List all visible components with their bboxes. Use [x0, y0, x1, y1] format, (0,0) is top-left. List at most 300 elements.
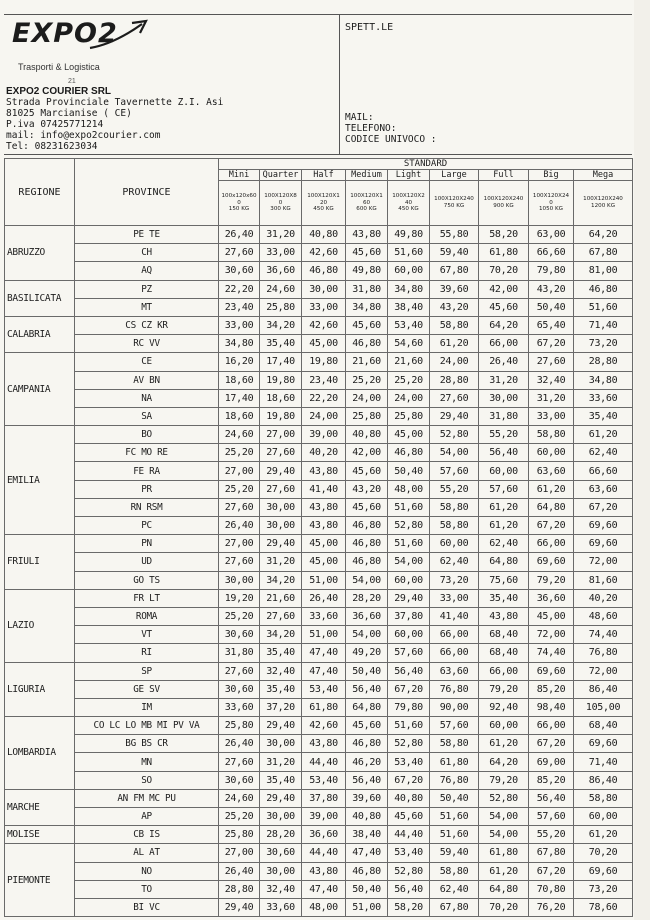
- price-cell: 60,00: [388, 262, 430, 280]
- price-cell: 44,40: [302, 753, 346, 771]
- price-cell: 66,00: [529, 717, 574, 735]
- price-cell: 24,60: [260, 280, 302, 298]
- price-cell: 64,80: [346, 698, 388, 716]
- price-cell: 22,20: [219, 280, 260, 298]
- table-row: [5, 462, 633, 480]
- region-cell: LOMBARDIA: [5, 717, 75, 790]
- price-cell: 30,60: [260, 844, 302, 862]
- price-cell: 28,80: [430, 371, 479, 389]
- top-rule: [4, 14, 632, 15]
- table-row: [5, 662, 633, 680]
- price-cell: 54,60: [388, 335, 430, 353]
- price-cell: 27,60: [219, 662, 260, 680]
- price-cell: 31,20: [260, 226, 302, 244]
- price-cell: 76,80: [574, 644, 633, 662]
- price-cell: 30,00: [302, 280, 346, 298]
- price-cell: 57,60: [430, 462, 479, 480]
- price-cell: 30,60: [219, 626, 260, 644]
- price-cell: 62,40: [574, 444, 633, 462]
- province-cell: ROMA: [75, 607, 219, 625]
- price-cell: 33,00: [430, 589, 479, 607]
- price-cell: 64,80: [479, 553, 529, 571]
- price-cell: 29,40: [260, 789, 302, 807]
- price-cell: 53,40: [388, 316, 430, 334]
- price-cell: 78,60: [574, 898, 633, 916]
- price-cell: 25,20: [219, 444, 260, 462]
- price-cell: 58,80: [430, 316, 479, 334]
- table-row: [5, 244, 633, 262]
- logo-tagline: Trasporti & Logistica: [18, 62, 100, 72]
- price-cell: 55,20: [479, 426, 529, 444]
- price-cell: 51,60: [430, 826, 479, 844]
- price-cell: 61,20: [479, 498, 529, 516]
- price-cell: 27,60: [260, 480, 302, 498]
- province-cell: PC: [75, 517, 219, 535]
- price-cell: 52,80: [388, 517, 430, 535]
- price-cell: 29,40: [260, 535, 302, 553]
- price-cell: 58,80: [529, 426, 574, 444]
- size-header-big: Big: [529, 170, 574, 181]
- price-cell: 86,40: [574, 771, 633, 789]
- price-cell: 48,00: [302, 898, 346, 916]
- price-cell: 66,00: [529, 535, 574, 553]
- price-cell: 56,40: [346, 771, 388, 789]
- price-cell: 31,20: [529, 389, 574, 407]
- price-cell: 60,00: [479, 462, 529, 480]
- price-cell: 25,80: [388, 407, 430, 425]
- table-row: [5, 298, 633, 316]
- price-cell: 61,80: [302, 698, 346, 716]
- price-cell: 33,00: [260, 244, 302, 262]
- price-cell: 51,60: [388, 535, 430, 553]
- table-row: [5, 607, 633, 625]
- price-cell: 61,80: [479, 844, 529, 862]
- price-cell: 69,60: [529, 662, 574, 680]
- price-cell: 43,20: [529, 280, 574, 298]
- logo-arrow-icon: [88, 18, 152, 52]
- price-cell: 54,00: [430, 444, 479, 462]
- province-cell: GE SV: [75, 680, 219, 698]
- province-cell: RC VV: [75, 335, 219, 353]
- price-cell: 85,20: [529, 680, 574, 698]
- price-cell: 31,80: [479, 407, 529, 425]
- price-cell: 27,60: [219, 498, 260, 516]
- price-cell: 21,60: [260, 589, 302, 607]
- province-cell: SA: [75, 407, 219, 425]
- price-cell: 67,80: [574, 244, 633, 262]
- region-cell: LIGURIA: [5, 662, 75, 717]
- size-header-quarter: Quarter: [260, 170, 302, 181]
- price-cell: 64,80: [479, 880, 529, 898]
- price-cell: 70,20: [479, 262, 529, 280]
- price-cell: 70,20: [479, 898, 529, 916]
- province-cell: TO: [75, 880, 219, 898]
- price-cell: 46,80: [346, 535, 388, 553]
- price-cell: 74,40: [529, 644, 574, 662]
- price-cell: 23,40: [219, 298, 260, 316]
- price-cell: 48,00: [388, 480, 430, 498]
- size-spec: 100x120x60 0 150 KG: [219, 181, 260, 226]
- price-cell: 67,20: [388, 680, 430, 698]
- table-row: [5, 517, 633, 535]
- price-cell: 32,40: [260, 662, 302, 680]
- recipient-code-label: CODICE UNIVOCO :: [345, 134, 437, 145]
- price-cell: 53,40: [302, 680, 346, 698]
- price-cell: 45,60: [346, 498, 388, 516]
- table-row: [5, 717, 633, 735]
- price-cell: 26,40: [219, 517, 260, 535]
- price-cell: 43,80: [302, 862, 346, 880]
- table-row: [5, 226, 633, 244]
- price-cell: 30,00: [260, 808, 302, 826]
- price-cell: 66,60: [574, 462, 633, 480]
- province-cell: GO TS: [75, 571, 219, 589]
- province-cell: NA: [75, 389, 219, 407]
- company-city: 81025 Marcianise ( CE): [6, 108, 132, 119]
- price-cell: 26,40: [219, 735, 260, 753]
- logo-mark-number: 21: [68, 78, 76, 85]
- province-cell: PE TE: [75, 226, 219, 244]
- price-cell: 38,40: [346, 826, 388, 844]
- price-cell: 46,80: [346, 862, 388, 880]
- price-cell: 27,60: [219, 553, 260, 571]
- price-cell: 27,60: [430, 389, 479, 407]
- price-cell: 43,80: [302, 462, 346, 480]
- region-cell: MARCHE: [5, 789, 75, 825]
- price-cell: 47,40: [302, 662, 346, 680]
- price-cell: 27,60: [260, 607, 302, 625]
- price-cell: 61,20: [529, 480, 574, 498]
- price-cell: 61,20: [430, 335, 479, 353]
- price-cell: 39,00: [302, 808, 346, 826]
- price-cell: 59,40: [430, 844, 479, 862]
- price-cell: 45,60: [346, 717, 388, 735]
- standard-group-header: STANDARD: [219, 159, 633, 170]
- price-cell: 26,40: [479, 353, 529, 371]
- province-cell: FC MO RE: [75, 444, 219, 462]
- price-cell: 51,60: [388, 717, 430, 735]
- price-cell: 19,20: [219, 589, 260, 607]
- price-cell: 40,80: [346, 426, 388, 444]
- price-cell: 25,80: [219, 826, 260, 844]
- price-cell: 61,80: [479, 244, 529, 262]
- price-cell: 71,40: [574, 753, 633, 771]
- table-row: [5, 444, 633, 462]
- price-cell: 34,80: [388, 280, 430, 298]
- price-cell: 85,20: [529, 771, 574, 789]
- price-cell: 67,20: [388, 771, 430, 789]
- table-row: [5, 735, 633, 753]
- price-cell: 62,40: [430, 880, 479, 898]
- province-cell: AV BN: [75, 371, 219, 389]
- size-header-light: Light: [388, 170, 430, 181]
- region-cell: LAZIO: [5, 589, 75, 662]
- price-cell: 33,60: [260, 898, 302, 916]
- price-cell: 72,00: [529, 626, 574, 644]
- province-cell: FE RA: [75, 462, 219, 480]
- price-cell: 41,40: [430, 607, 479, 625]
- price-cell: 63,60: [529, 462, 574, 480]
- province-cell: UD: [75, 553, 219, 571]
- province-cell: CE: [75, 353, 219, 371]
- price-cell: 67,80: [430, 262, 479, 280]
- province-cell: BO: [75, 426, 219, 444]
- price-cell: 67,20: [529, 862, 574, 880]
- price-cell: 66,00: [479, 662, 529, 680]
- size-spec: 100X120X24 0 1050 KG: [529, 181, 574, 226]
- province-cell: AN FM MC PU: [75, 789, 219, 807]
- region-cell: CAMPANIA: [5, 353, 75, 426]
- table-row: [5, 789, 633, 807]
- province-cell: PZ: [75, 280, 219, 298]
- price-cell: 58,80: [430, 862, 479, 880]
- price-cell: 68,40: [574, 717, 633, 735]
- price-cell: 18,60: [260, 389, 302, 407]
- price-cell: 55,20: [529, 826, 574, 844]
- table-row: [5, 371, 633, 389]
- price-cell: 25,80: [346, 407, 388, 425]
- recipient-block: [339, 14, 631, 154]
- price-cell: 67,80: [430, 898, 479, 916]
- price-cell: 51,00: [346, 898, 388, 916]
- price-cell: 24,00: [430, 353, 479, 371]
- price-cell: 31,20: [260, 553, 302, 571]
- price-cell: 43,20: [430, 298, 479, 316]
- size-header-half: Half: [302, 170, 346, 181]
- price-cell: 51,60: [388, 498, 430, 516]
- price-cell: 28,80: [219, 880, 260, 898]
- table-row: [5, 844, 633, 862]
- province-cell: SP: [75, 662, 219, 680]
- price-cell: 52,80: [388, 862, 430, 880]
- province-cell: IM: [75, 698, 219, 716]
- price-cell: 72,00: [574, 662, 633, 680]
- price-cell: 25,20: [219, 808, 260, 826]
- region-cell: CALABRIA: [5, 316, 75, 352]
- price-cell: 60,00: [388, 571, 430, 589]
- price-cell: 47,40: [346, 844, 388, 862]
- price-cell: 67,80: [529, 844, 574, 862]
- price-cell: 35,40: [574, 407, 633, 425]
- province-cell: FR LT: [75, 589, 219, 607]
- price-cell: 63,60: [574, 480, 633, 498]
- company-mail: mail: info@expo2courier.com: [6, 130, 161, 141]
- table-row: [5, 535, 633, 553]
- price-cell: 35,40: [260, 771, 302, 789]
- price-cell: 27,60: [260, 444, 302, 462]
- price-cell: 67,20: [574, 498, 633, 516]
- price-cell: 73,20: [574, 880, 633, 898]
- company-tel: Tel: 08231623034: [6, 141, 98, 152]
- price-cell: 32,40: [529, 371, 574, 389]
- price-cell: 27,00: [219, 844, 260, 862]
- price-cell: 24,00: [388, 389, 430, 407]
- price-cell: 56,40: [388, 662, 430, 680]
- price-cell: 39,00: [302, 426, 346, 444]
- price-cell: 19,80: [302, 353, 346, 371]
- price-cell: 46,80: [388, 444, 430, 462]
- price-cell: 45,60: [388, 808, 430, 826]
- sender-block: [4, 14, 340, 154]
- table-row: [5, 553, 633, 571]
- price-cell: 53,40: [302, 771, 346, 789]
- table-row: [5, 316, 633, 334]
- price-cell: 27,00: [219, 535, 260, 553]
- province-cell: AL AT: [75, 844, 219, 862]
- size-header-full: Full: [479, 170, 529, 181]
- price-cell: 45,60: [346, 244, 388, 262]
- price-cell: 45,00: [302, 535, 346, 553]
- price-cell: 17,40: [219, 389, 260, 407]
- price-cell: 62,40: [430, 553, 479, 571]
- price-cell: 52,80: [430, 426, 479, 444]
- price-cell: 69,60: [574, 862, 633, 880]
- price-cell: 64,80: [529, 498, 574, 516]
- recipient-contact: [345, 112, 437, 145]
- price-cell: 34,80: [346, 298, 388, 316]
- price-cell: 43,80: [346, 226, 388, 244]
- price-cell: 69,60: [574, 735, 633, 753]
- price-cell: 61,20: [479, 517, 529, 535]
- price-cell: 66,00: [430, 644, 479, 662]
- price-cell: 32,40: [260, 880, 302, 898]
- price-cell: 43,80: [302, 498, 346, 516]
- province-cell: CO LC LO MB MI PV VA: [75, 717, 219, 735]
- price-cell: 16,20: [219, 353, 260, 371]
- price-cell: 73,20: [574, 335, 633, 353]
- price-cell: 67,20: [529, 735, 574, 753]
- recipient-mail-label: MAIL:: [345, 112, 374, 123]
- price-cell: 105,00: [574, 698, 633, 716]
- price-cell: 29,40: [260, 462, 302, 480]
- price-cell: 35,40: [260, 335, 302, 353]
- price-cell: 53,40: [388, 844, 430, 862]
- price-cell: 41,40: [302, 480, 346, 498]
- price-cell: 68,40: [479, 644, 529, 662]
- header-rule: [4, 154, 632, 155]
- price-cell: 79,20: [479, 771, 529, 789]
- price-cell: 25,20: [219, 607, 260, 625]
- logo-text: EXPO2: [12, 18, 118, 49]
- size-header-large: Large: [430, 170, 479, 181]
- price-cell: 39,60: [346, 789, 388, 807]
- price-cell: 44,40: [302, 844, 346, 862]
- table-row: [5, 771, 633, 789]
- price-cell: 35,40: [260, 680, 302, 698]
- province-cell: CS CZ KR: [75, 316, 219, 334]
- price-cell: 31,20: [479, 371, 529, 389]
- price-cell: 90,00: [430, 698, 479, 716]
- price-cell: 43,80: [479, 607, 529, 625]
- region-column-header: REGIONE: [5, 159, 75, 226]
- price-cell: 33,60: [219, 698, 260, 716]
- size-header-medium: Medium: [346, 170, 388, 181]
- price-cell: 58,80: [430, 735, 479, 753]
- price-cell: 22,20: [302, 389, 346, 407]
- price-cell: 51,60: [430, 808, 479, 826]
- price-cell: 27,60: [529, 353, 574, 371]
- table-row: [5, 353, 633, 371]
- price-cell: 45,00: [302, 335, 346, 353]
- price-cell: 33,00: [302, 298, 346, 316]
- price-cell: 31,80: [346, 280, 388, 298]
- company-info: [6, 86, 223, 152]
- price-cell: 33,00: [219, 316, 260, 334]
- price-cell: 58,20: [388, 898, 430, 916]
- region-cell: BASILICATA: [5, 280, 75, 316]
- price-cell: 40,20: [574, 589, 633, 607]
- price-cell: 18,60: [219, 371, 260, 389]
- price-cell: 51,00: [302, 571, 346, 589]
- price-cell: 28,20: [260, 826, 302, 844]
- price-cell: 61,20: [479, 862, 529, 880]
- price-cell: 92,40: [479, 698, 529, 716]
- price-cell: 51,00: [302, 626, 346, 644]
- price-cell: 31,80: [219, 644, 260, 662]
- price-cell: 50,40: [346, 662, 388, 680]
- price-cell: 76,80: [430, 680, 479, 698]
- price-cell: 30,60: [219, 262, 260, 280]
- price-cell: 40,80: [302, 226, 346, 244]
- price-cell: 44,40: [388, 826, 430, 844]
- size-spec: 100X120X1 20 450 KG: [302, 181, 346, 226]
- recipient-phone-label: TELEFONO:: [345, 123, 397, 134]
- province-cell: CB IS: [75, 826, 219, 844]
- price-cell: 27,60: [219, 244, 260, 262]
- table-row: [5, 644, 633, 662]
- price-cell: 34,80: [574, 371, 633, 389]
- price-cell: 34,20: [260, 571, 302, 589]
- size-header-mini: Mini: [219, 170, 260, 181]
- price-cell: 34,80: [219, 335, 260, 353]
- price-cell: 50,40: [346, 880, 388, 898]
- price-cell: 61,20: [574, 426, 633, 444]
- price-cell: 51,60: [388, 244, 430, 262]
- price-cell: 59,40: [430, 244, 479, 262]
- province-cell: VT: [75, 626, 219, 644]
- price-cell: 58,80: [430, 517, 479, 535]
- price-cell: 57,60: [388, 644, 430, 662]
- price-cell: 43,80: [302, 735, 346, 753]
- price-cell: 54,00: [346, 571, 388, 589]
- price-cell: 24,00: [302, 407, 346, 425]
- price-cell: 26,40: [219, 862, 260, 880]
- price-cell: 76,20: [529, 898, 574, 916]
- price-cell: 26,40: [302, 589, 346, 607]
- province-cell: AQ: [75, 262, 219, 280]
- price-cell: 66,00: [479, 335, 529, 353]
- price-cell: 70,20: [574, 844, 633, 862]
- price-cell: 26,40: [219, 226, 260, 244]
- price-cell: 36,60: [529, 589, 574, 607]
- price-cell: 79,80: [388, 698, 430, 716]
- price-cell: 49,20: [346, 644, 388, 662]
- price-cell: 28,80: [574, 353, 633, 371]
- price-cell: 52,80: [388, 735, 430, 753]
- price-cell: 55,20: [430, 480, 479, 498]
- size-spec: 100X120X240 1200 KG: [574, 181, 633, 226]
- price-cell: 25,80: [260, 298, 302, 316]
- price-cell: 53,40: [388, 753, 430, 771]
- price-cell: 19,80: [260, 407, 302, 425]
- price-cell: 54,00: [479, 808, 529, 826]
- price-cell: 35,40: [260, 644, 302, 662]
- price-cell: 73,20: [430, 571, 479, 589]
- price-cell: 36,60: [302, 826, 346, 844]
- province-cell: BI VC: [75, 898, 219, 916]
- table-row: [5, 698, 633, 716]
- price-cell: 30,60: [219, 771, 260, 789]
